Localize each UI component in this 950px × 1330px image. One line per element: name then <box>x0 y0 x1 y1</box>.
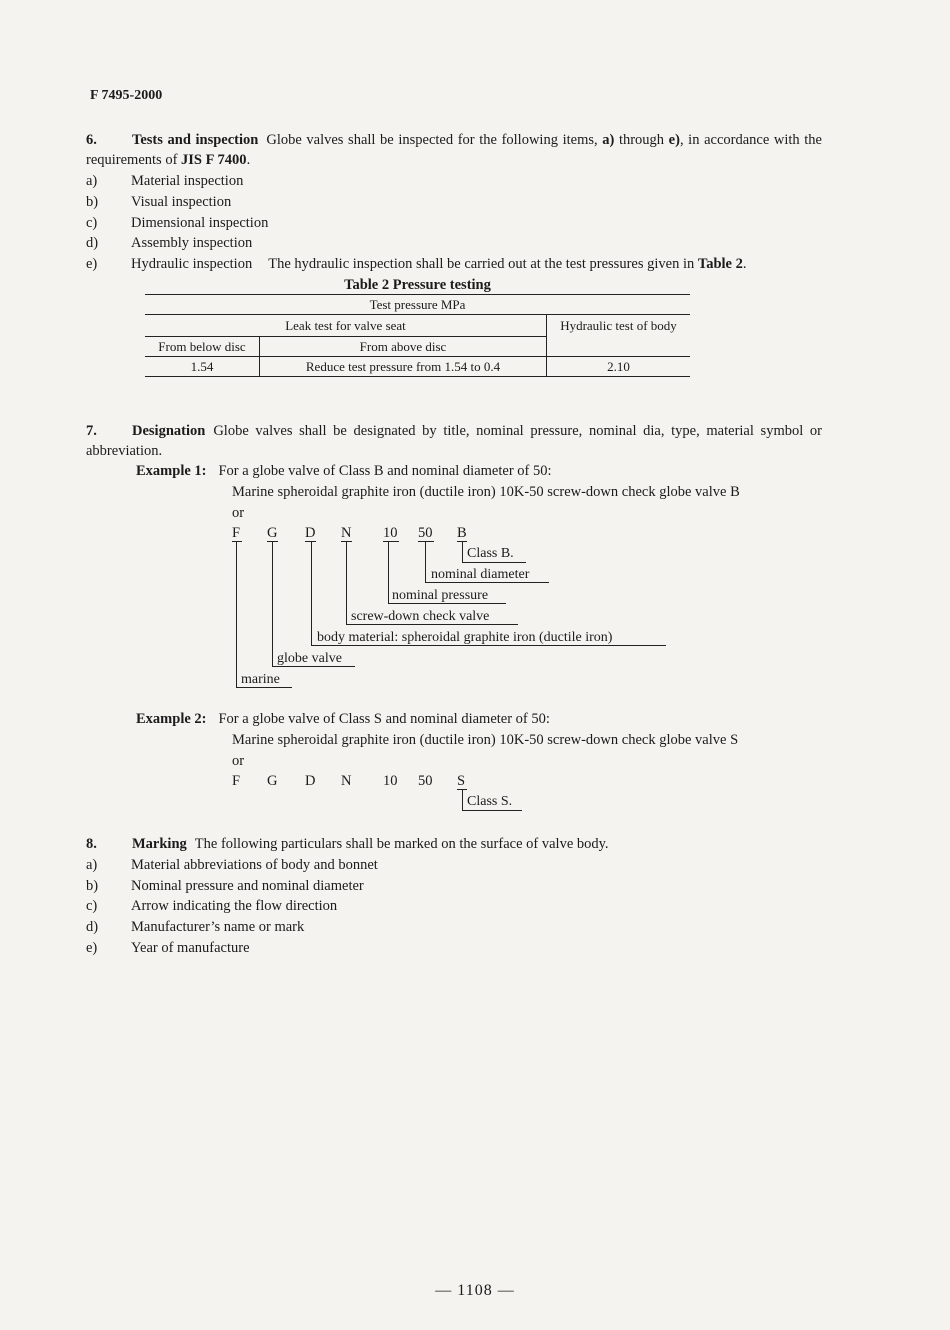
section-6-paragraph <box>86 130 822 170</box>
list-item-text: Nominal pressure and nominal diameter <box>131 878 364 894</box>
code-diameter-50: 50 <box>418 525 433 541</box>
list-item-text: Arrow indicating the flow direction <box>131 898 338 914</box>
section-6-jis-ref: JIS F 7400 <box>181 152 247 168</box>
list-item-letter: e) <box>86 256 98 272</box>
section-8-number: 8. <box>86 836 97 852</box>
example-2-label: Example 2: <box>136 711 207 727</box>
section-7-title: Designation <box>132 423 206 439</box>
section-7-text: Globe valves shall be designated by title, nominal pressure, nominal dia, type, material symbol or abbreviation. <box>86 423 822 459</box>
underline-50 <box>418 541 434 542</box>
table-cell-hydraulic: 2.10 <box>547 357 691 377</box>
list-item <box>86 876 364 896</box>
pressure-testing-table <box>145 294 690 377</box>
example-1-line <box>136 461 552 481</box>
code-pressure-10: 10 <box>383 525 398 541</box>
label-underline-marine <box>236 687 292 688</box>
example-1-or: or <box>232 505 245 521</box>
table-cell-above: Reduce test pressure from 1.54 to 0.4 <box>260 357 547 377</box>
hydraulic-inspection-note: The hydraulic inspection shall be carried out at the test pressures given in <box>268 256 698 272</box>
example-1-full-designation: Marine spheroidal graphite iron (ductile iron) 10K-50 screw-down check globe valve B <box>232 484 740 500</box>
section-6-text: Globe valves shall be inspected for the following items, <box>266 132 603 148</box>
code2-letter-f: F <box>232 773 241 789</box>
list-item-letter: b) <box>86 878 99 894</box>
list-item-letter: e) <box>86 940 98 956</box>
list-item-text: Material abbreviations of body and bonnet <box>131 857 378 873</box>
list-item-letter: c) <box>86 898 98 914</box>
list-item-text: Visual inspection <box>131 194 232 210</box>
example-2-line <box>136 709 550 729</box>
code-letter-n: N <box>341 525 352 541</box>
label-class-b: Class B. <box>467 546 514 561</box>
section-8-paragraph <box>86 834 822 854</box>
list-item-text: Year of manufacture <box>131 940 250 956</box>
list-item-text: Assembly inspection <box>131 235 253 251</box>
table-cell-below: 1.54 <box>145 357 260 377</box>
example-1-intro: For a globe valve of Class B and nominal diameter of 50: <box>218 463 552 479</box>
leak-test-header: Leak test for valve seat <box>145 315 547 337</box>
hydraulic-test-header: Hydraulic test of body <box>547 315 691 357</box>
section-8-title: Marking <box>132 836 187 852</box>
list-item-text: Manufacturer’s name or mark <box>131 919 305 935</box>
label-underline-diameter <box>425 582 549 583</box>
code2-diameter-50: 50 <box>418 773 433 789</box>
tree-line-type <box>346 542 347 624</box>
example-1-label: Example 1: <box>136 463 207 479</box>
label-underline-class-s <box>462 810 522 811</box>
list-item <box>86 254 746 274</box>
list-item <box>86 192 231 212</box>
list-item <box>86 938 250 958</box>
code2-letter-g: G <box>267 773 278 789</box>
tree-line-diameter <box>425 542 426 582</box>
document-number: F 7495-2000 <box>90 88 163 103</box>
example-2-or: or <box>232 753 245 769</box>
list-item-text: Material inspection <box>131 173 244 189</box>
table-2-ref: Table 2 <box>697 256 743 272</box>
code2-letter-n: N <box>341 773 352 789</box>
label-class-s: Class S. <box>467 794 513 809</box>
label-underline-type <box>346 624 518 625</box>
tree-line-class <box>462 542 463 562</box>
label-underline-globe <box>272 666 355 667</box>
example-2-full-designation: Marine spheroidal graphite iron (ductile iron) 10K-50 screw-down check globe valve S <box>232 732 739 748</box>
tree-line-body <box>311 542 312 645</box>
note-period: . <box>742 256 747 272</box>
code-letter-d: D <box>305 525 316 541</box>
underline-f <box>232 541 242 542</box>
list-item-letter: a) <box>86 857 98 873</box>
label-body-material: body material: spheroidal graphite iron (ductile iron) <box>317 630 613 645</box>
list-item-text: Dimensional inspection <box>131 215 269 231</box>
list-item-letter: d) <box>86 235 99 251</box>
code2-class-s: S <box>457 773 466 789</box>
section-6-ref-e: e) <box>668 132 680 148</box>
section-6-ref-a: a) <box>602 132 615 148</box>
list-item-letter: d) <box>86 919 99 935</box>
label-screw-down-check-valve: screw-down check valve <box>351 609 490 624</box>
section-8-text: The following particulars shall be marked on the surface of valve body. <box>194 836 609 852</box>
above-disc-header: From above disc <box>260 337 547 357</box>
tree-line-globe <box>272 542 273 666</box>
section-6-title: Tests and inspection <box>132 132 259 148</box>
code-class-b: B <box>457 525 467 541</box>
underline-10 <box>383 541 399 542</box>
example-2-intro: For a globe valve of Class S and nominal diameter of 50: <box>218 711 550 727</box>
label-marine: marine <box>241 672 280 687</box>
list-item <box>86 855 378 875</box>
list-item-letter: a) <box>86 173 98 189</box>
label-underline-pressure <box>388 603 506 604</box>
label-underline-body <box>311 645 666 646</box>
label-underline-class <box>462 562 526 563</box>
label-globe-valve: globe valve <box>277 651 342 666</box>
section-7-paragraph <box>86 421 822 461</box>
label-nominal-diameter: nominal diameter <box>431 567 530 582</box>
tree-line-pressure <box>388 542 389 603</box>
list-item-text: Hydraulic inspection <box>131 256 253 272</box>
section-6-text-through: through <box>614 132 669 148</box>
code2-letter-d: D <box>305 773 316 789</box>
tree-line-marine <box>236 542 237 687</box>
label-nominal-pressure: nominal pressure <box>392 588 489 603</box>
list-item <box>86 917 304 937</box>
page-number: — 1108 — <box>435 1282 515 1299</box>
code2-pressure-10: 10 <box>383 773 398 789</box>
code-letter-g: G <box>267 525 278 541</box>
code-letter-f: F <box>232 525 241 541</box>
section-6-text-accordance: , in accordance with the requirements of <box>86 132 822 168</box>
list-item-letter: c) <box>86 215 98 231</box>
list-item <box>86 233 252 253</box>
section-6-number: 6. <box>86 132 97 148</box>
table-2-caption: Table 2 Pressure testing <box>344 277 491 293</box>
list-item <box>86 896 337 916</box>
list-item <box>86 171 243 191</box>
list-item-letter: b) <box>86 194 99 210</box>
table-unit-header: Test pressure MPa <box>145 295 690 315</box>
section-7-number: 7. <box>86 423 97 439</box>
section-6-period: . <box>246 152 251 168</box>
list-item <box>86 213 268 233</box>
tree2-line-class <box>462 790 463 810</box>
below-disc-header: From below disc <box>145 337 260 357</box>
